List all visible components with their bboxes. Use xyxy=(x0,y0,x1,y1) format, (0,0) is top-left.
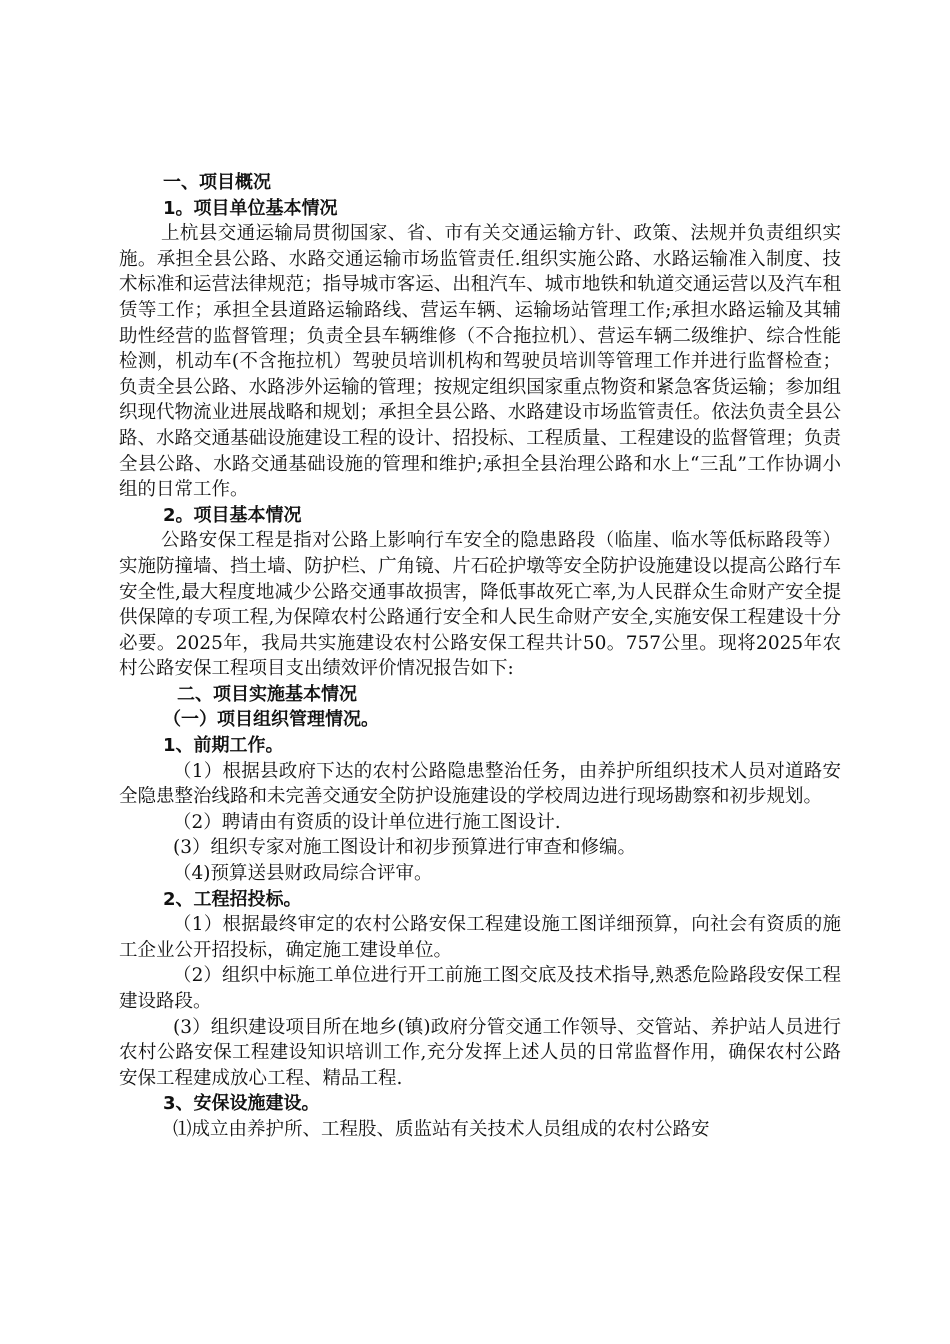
unit-overview-paragraph: 上杭县交通运输局贯彻国家、省、市有关交通运输方针、政策、法规并负责组织实施。承担全县公路、水路交通运输市场监管责任.组织实施公路、水路运输准入制度、技术标准和运营法律规范；指导城市客运、出租汽车、城市地铁和轨道交通运营以及汽车租赁等工作；承担全县道路运输路线、营运车辆、运输场站管理工作;承担水路运输及其辅助性经营的监督管理；负责全县车辆维修（不合拖拉机）、营运车辆二级维护、综合性能检测，机动车(不含拖拉机）驾驶员培训机构和驾驶员培训等管理工作并进行监督检查；负责全县公路、水路涉外运输的管理；按规定组织国家重点物资和紧急客货运输；参加组织现代物流业进展战略和规划；承担全县公路、水路建设市场监管责任。依法负责全县公路、水路交通基础设施建设工程的设计、招投标、工程质量、工程建设的监督管理；负责全县公路、水路交通基础设施的管理和维护;承担全县治理公路和水上“三乱”工作协调小组的日常工作。 xyxy=(119,223,841,501)
prework-heading: 1、前期工作。 xyxy=(163,735,284,757)
section-1-heading: 一、项目概况 xyxy=(163,172,271,193)
project-overview-paragraph: 公路安保工程是指对公路上影响行车安全的隐患路段（临崖、临水等低标路段等）实施防撞墙、挡土墙、防护栏、广角镜、片石砼护墩等安全防护设施建设以提高公路行车安全性,最大程度地减少公路交通事故损害，降低事故死亡率,为人民群众生命财产安全提供保障的专项工程,为保障农村公路通行安全和人民生命财产安全,实施安保工程建设十分必要。2025年，我局共实施建设农村公路安保工程共计50。757公里。现将2025年农村公路安保工程项目支出绩效评价情况报告如下: xyxy=(119,530,841,680)
subsection-org-heading: （一）项目组织管理情况。 xyxy=(163,709,379,731)
construction-heading: 3、安保设施建设。 xyxy=(163,1093,320,1115)
section-1-1-heading: 1。项目单位基本情况 xyxy=(163,197,338,219)
prework-item-2: （2）聘请由有资质的设计单位进行施工图设计. xyxy=(173,811,561,833)
bidding-item-3: (3）组织建设项目所在地乡(镇)政府分管交通工作领导、交管站、养护站人员进行农村公路安保工程建设知识培训工作,充分发挥上述人员的日常监督作用，确保农村公路安保工程建成放心工程、精品工程. xyxy=(119,1016,841,1089)
section-1-2-heading: 2。项目基本情况 xyxy=(163,504,302,526)
bidding-item-1: （1）根据最终审定的农村公路安保工程建设施工图详细预算，向社会有资质的施工企业公开招投标，确定施工建设单位。 xyxy=(119,914,841,961)
prework-item-1: （1）根据县政府下达的农村公路隐患整治任务，由养护所组织技术人员对道路安全隐患整治线路和未完善交通安全防护设施建设的学校周边进行现场勘察和初步规划。 xyxy=(119,760,841,808)
section-2-heading: 二、项目实施基本情况 xyxy=(177,683,357,705)
construction-item-1: ⑴成立由养护所、工程股、质监站有关技术人员组成的农村公路安 xyxy=(173,1118,710,1140)
bidding-heading: 2、工程招投标。 xyxy=(163,888,302,910)
bidding-item-2: （2）组织中标施工单位进行开工前施工图交底及技术指导,熟悉危险路段安保工程建设路段。 xyxy=(119,965,841,1012)
document-page xyxy=(119,170,841,1143)
prework-item-3: (3）组织专家对施工图设计和初步预算进行审查和修编。 xyxy=(173,837,636,859)
prework-item-4: （4)预算送县财政局综合评审。 xyxy=(173,863,433,885)
